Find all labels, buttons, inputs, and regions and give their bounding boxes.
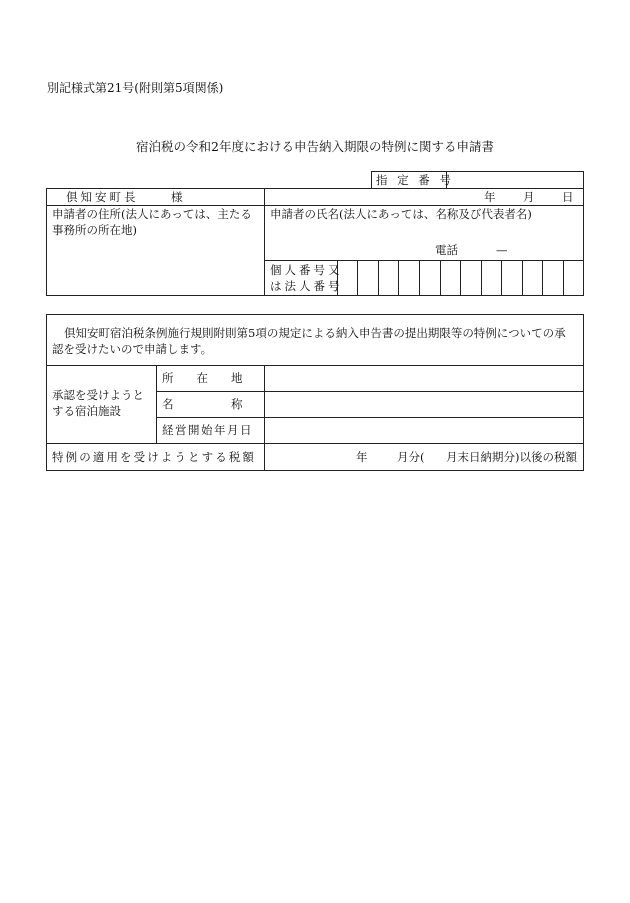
facility-start-date-label: 経営開始年月日	[162, 423, 253, 437]
tax-period-label: 月末日納期分)以後の税額	[446, 450, 577, 464]
phone-label: 電話	[435, 243, 458, 257]
form-number-label: 別記様式第21号(附則第5項関係)	[47, 81, 224, 95]
phone-dash: —	[496, 243, 508, 257]
statement-text: 倶知安町宿泊税条例施行規則附則第5項の規定による納入申告書の提出期限等の特例についての承	[64, 326, 566, 340]
facility-section	[46, 314, 584, 471]
applicant-address-label-line2: 事務所の所在地)	[52, 223, 137, 237]
date-month-label: 月	[523, 190, 535, 204]
personal-number-label-line2: は法人番号	[270, 279, 343, 293]
tax-year-label: 年	[356, 450, 368, 464]
recipient-honorific: 様	[171, 190, 183, 204]
document-title: 宿泊税の令和2年度における申告納入期限の特例に関する申請書	[136, 139, 494, 154]
designation-number-label: 指 定 番 号	[376, 173, 454, 187]
tax-month-label: 月分(	[397, 450, 425, 464]
statement-text-line2: 認を受けたいので申請します。	[52, 342, 213, 356]
facility-name-label: 名 称	[162, 397, 243, 411]
date-year-label: 年	[484, 190, 496, 204]
applicant-address-label: 申請者の住所(法人にあっては、主たる	[52, 207, 252, 221]
facility-location-label: 所 在 地	[162, 371, 243, 385]
facility-label-line2: する宿泊施設	[52, 404, 121, 418]
applicant-name-label: 申請者の氏名(法人にあっては、名称及び代表者名)	[270, 207, 532, 221]
applicant-section	[46, 171, 584, 296]
tax-amount-label: 特例の適用を受けようとする税額	[52, 450, 256, 464]
personal-number-label: 個人番号又	[270, 263, 343, 277]
facility-label: 承認を受けようと	[52, 388, 144, 402]
recipient-town: 倶知安町長	[66, 190, 139, 204]
date-day-label: 日	[562, 190, 574, 204]
